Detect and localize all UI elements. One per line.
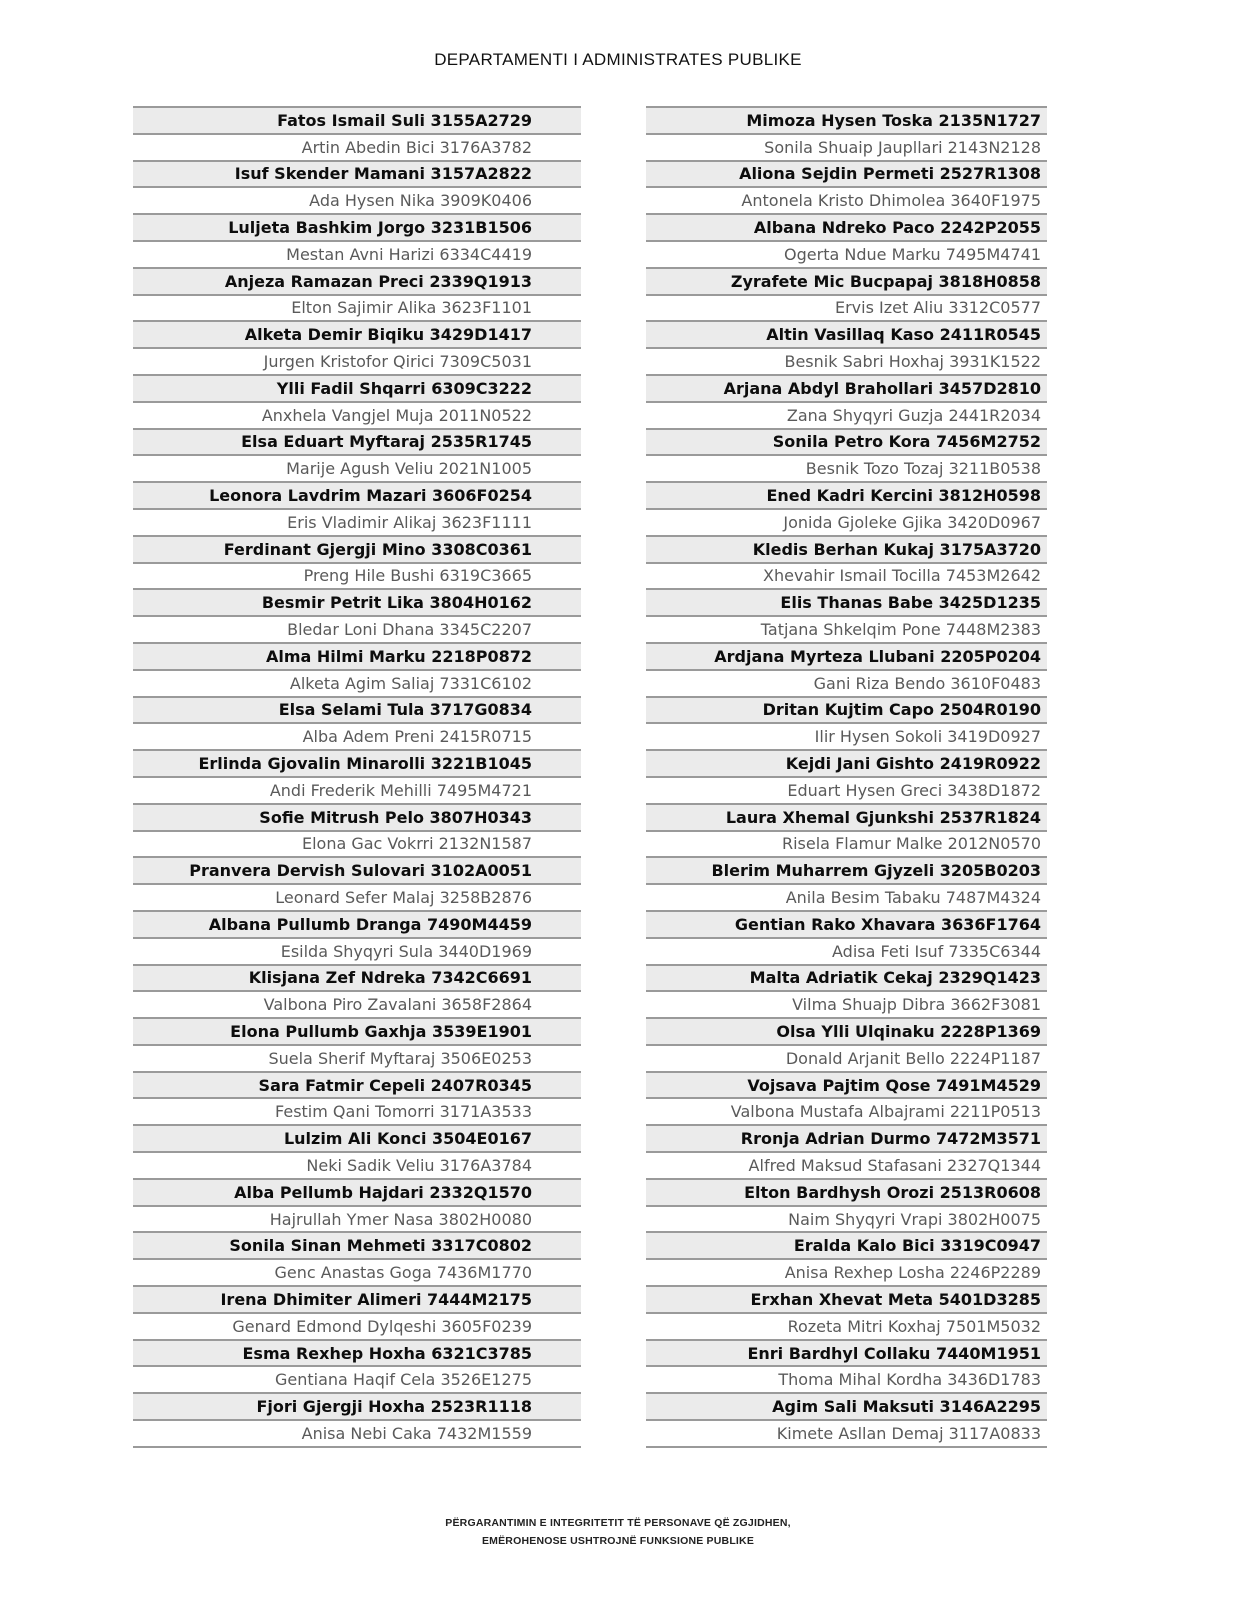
list-item: Sonila Sinan Mehmeti 3317C0802 — [133, 1233, 581, 1260]
list-item: Luljeta Bashkim Jorgo 3231B1506 — [133, 215, 581, 242]
list-item: Aliona Sejdin Permeti 2527R1308 — [646, 162, 1047, 189]
list-item: Artin Abedin Bici 3176A3782 — [133, 135, 581, 162]
list-item: Gani Riza Bendo 3610F0483 — [646, 671, 1047, 698]
list-item: Isuf Skender Mamani 3157A2822 — [133, 162, 581, 189]
list-item: Ada Hysen Nika 3909K0406 — [133, 188, 581, 215]
list-item: Suela Sherif Myftaraj 3506E0253 — [133, 1046, 581, 1073]
list-item: Risela Flamur Malke 2012N0570 — [646, 832, 1047, 859]
list-item: Dritan Kujtim Capo 2504R0190 — [646, 698, 1047, 725]
list-item: Sonila Petro Kora 7456M2752 — [646, 430, 1047, 457]
list-item: Elis Thanas Babe 3425D1235 — [646, 590, 1047, 617]
list-item: Jonida Gjoleke Gjika 3420D0967 — [646, 510, 1047, 537]
list-item: Festim Qani Tomorri 3171A3533 — [133, 1099, 581, 1126]
list-item: Fjori Gjergji Hoxha 2523R1118 — [133, 1394, 581, 1421]
list-item: Esilda Shyqyri Sula 3440D1969 — [133, 939, 581, 966]
list-item: Rozeta Mitri Koxhaj 7501M5032 — [646, 1314, 1047, 1341]
list-item: Anila Besim Tabaku 7487M4324 — [646, 885, 1047, 912]
list-item: Agim Sali Maksuti 3146A2295 — [646, 1394, 1047, 1421]
list-item: Sonila Shuaip Jaupllari 2143N2128 — [646, 135, 1047, 162]
list-item: Pranvera Dervish Sulovari 3102A0051 — [133, 858, 581, 885]
list-item: Antonela Kristo Dhimolea 3640F1975 — [646, 188, 1047, 215]
list-item: Preng Hile Bushi 6319C3665 — [133, 564, 581, 591]
list-item: Leonard Sefer Malaj 3258B2876 — [133, 885, 581, 912]
list-item: Elsa Selami Tula 3717G0834 — [133, 698, 581, 725]
list-item: Irena Dhimiter Alimeri 7444M2175 — [133, 1287, 581, 1314]
list-item: Anxhela Vangjel Muja 2011N0522 — [133, 403, 581, 430]
list-item: Alfred Maksud Stafasani 2327Q1344 — [646, 1153, 1047, 1180]
list-item: Elton Bardhysh Orozi 2513R0608 — [646, 1180, 1047, 1207]
list-item: Vojsava Pajtim Qose 7491M4529 — [646, 1073, 1047, 1100]
list-item: Kimete Asllan Demaj 3117A0833 — [646, 1421, 1047, 1448]
list-item: Eralda Kalo Bici 3319C0947 — [646, 1233, 1047, 1260]
list-item: Alba Pellumb Hajdari 2332Q1570 — [133, 1180, 581, 1207]
footer-line-2: EMËROHENOSE USHTROJNË FUNKSIONE PUBLIKE — [481, 1535, 755, 1547]
list-item: Anisa Rexhep Losha 2246P2289 — [646, 1260, 1047, 1287]
list-item: Mimoza Hysen Toska 2135N1727 — [646, 108, 1047, 135]
list-item: Elona Gac Vokrri 2132N1587 — [133, 832, 581, 859]
list-item: Fatos Ismail Suli 3155A2729 — [133, 108, 581, 135]
list-item: Ylli Fadil Shqarri 6309C3222 — [133, 376, 581, 403]
list-item: Tatjana Shkelqim Pone 7448M2383 — [646, 617, 1047, 644]
list-item: Arjana Abdyl Brahollari 3457D2810 — [646, 376, 1047, 403]
list-item: Malta Adriatik Cekaj 2329Q1423 — [646, 966, 1047, 993]
list-item: Kejdi Jani Gishto 2419R0922 — [646, 751, 1047, 778]
list-item: Albana Pullumb Dranga 7490M4459 — [133, 912, 581, 939]
list-item: Ervis Izet Aliu 3312C0577 — [646, 296, 1047, 323]
list-item: Mestan Avni Harizi 6334C4419 — [133, 242, 581, 269]
list-item: Genard Edmond Dylqeshi 3605F0239 — [133, 1314, 581, 1341]
list-item: Esma Rexhep Hoxha 6321C3785 — [133, 1341, 581, 1368]
list-item: Bledar Loni Dhana 3345C2207 — [133, 617, 581, 644]
list-item: Vilma Shuajp Dibra 3662F3081 — [646, 992, 1047, 1019]
list-item: Jurgen Kristofor Qirici 7309C5031 — [133, 349, 581, 376]
list-item: Xhevahir Ismail Tocilla 7453M2642 — [646, 564, 1047, 591]
list-item: Anisa Nebi Caka 7432M1559 — [133, 1421, 581, 1448]
list-item: Alba Adem Preni 2415R0715 — [133, 724, 581, 751]
list-item: Besmir Petrit Lika 3804H0162 — [133, 590, 581, 617]
list-item: Erxhan Xhevat Meta 5401D3285 — [646, 1287, 1047, 1314]
list-item: Sara Fatmir Cepeli 2407R0345 — [133, 1073, 581, 1100]
list-item: Elsa Eduart Myftaraj 2535R1745 — [133, 430, 581, 457]
list-item: Gentian Rako Xhavara 3636F1764 — [646, 912, 1047, 939]
list-item: Valbona Piro Zavalani 3658F2864 — [133, 992, 581, 1019]
list-item: Valbona Mustafa Albajrami 2211P0513 — [646, 1099, 1047, 1126]
list-item: Alketa Agim Saliaj 7331C6102 — [133, 671, 581, 698]
list-item: Albana Ndreko Paco 2242P2055 — [646, 215, 1047, 242]
list-item: Anjeza Ramazan Preci 2339Q1913 — [133, 269, 581, 296]
list-item: Erlinda Gjovalin Minarolli 3221B1045 — [133, 751, 581, 778]
list-item: Eris Vladimir Alikaj 3623F1111 — [133, 510, 581, 537]
footer-line-1: PËRGARANTIMIN E INTEGRITETIT TË PERSONAVE QË ZGJIDHEN, — [445, 1517, 791, 1529]
list-item: Leonora Lavdrim Mazari 3606F0254 — [133, 483, 581, 510]
list-item: Donald Arjanit Bello 2224P1187 — [646, 1046, 1047, 1073]
list-item: Elton Sajimir Alika 3623F1101 — [133, 296, 581, 323]
right-name-list — [646, 106, 1047, 1448]
list-item: Eduart Hysen Greci 3438D1872 — [646, 778, 1047, 805]
list-item: Zyrafete Mic Bucpapaj 3818H0858 — [646, 269, 1047, 296]
list-item: Elona Pullumb Gaxhja 3539E1901 — [133, 1019, 581, 1046]
page-title: DEPARTAMENTI I ADMINISTRATES PUBLIKE — [434, 50, 802, 69]
list-item: Ilir Hysen Sokoli 3419D0927 — [646, 724, 1047, 751]
list-item: Lulzim Ali Konci 3504E0167 — [133, 1126, 581, 1153]
list-item: Blerim Muharrem Gjyzeli 3205B0203 — [646, 858, 1047, 885]
list-item: Alma Hilmi Marku 2218P0872 — [133, 644, 581, 671]
list-item: Alketa Demir Biqiku 3429D1417 — [133, 322, 581, 349]
list-item: Neki Sadik Veliu 3176A3784 — [133, 1153, 581, 1180]
list-item: Zana Shyqyri Guzja 2441R2034 — [646, 403, 1047, 430]
list-item: Ened Kadri Kercini 3812H0598 — [646, 483, 1047, 510]
list-item: Enri Bardhyl Collaku 7440M1951 — [646, 1341, 1047, 1368]
list-item: Kledis Berhan Kukaj 3175A3720 — [646, 537, 1047, 564]
list-item: Adisa Feti Isuf 7335C6344 — [646, 939, 1047, 966]
list-item: Andi Frederik Mehilli 7495M4721 — [133, 778, 581, 805]
list-item: Thoma Mihal Kordha 3436D1783 — [646, 1367, 1047, 1394]
list-item: Rronja Adrian Durmo 7472M3571 — [646, 1126, 1047, 1153]
list-item: Besnik Tozo Tozaj 3211B0538 — [646, 456, 1047, 483]
list-item: Ferdinant Gjergji Mino 3308C0361 — [133, 537, 581, 564]
list-item: Besnik Sabri Hoxhaj 3931K1522 — [646, 349, 1047, 376]
page-footer — [0, 1514, 1236, 1550]
left-name-list — [133, 106, 581, 1448]
list-item: Altin Vasillaq Kaso 2411R0545 — [646, 322, 1047, 349]
list-item: Naim Shyqyri Vrapi 3802H0075 — [646, 1207, 1047, 1234]
list-item: Klisjana Zef Ndreka 7342C6691 — [133, 966, 581, 993]
list-item: Ogerta Ndue Marku 7495M4741 — [646, 242, 1047, 269]
list-item: Genc Anastas Goga 7436M1770 — [133, 1260, 581, 1287]
list-item: Hajrullah Ymer Nasa 3802H0080 — [133, 1207, 581, 1234]
list-item: Olsa Ylli Ulqinaku 2228P1369 — [646, 1019, 1047, 1046]
list-item: Laura Xhemal Gjunkshi 2537R1824 — [646, 805, 1047, 832]
list-item: Gentiana Haqif Cela 3526E1275 — [133, 1367, 581, 1394]
list-item: Sofie Mitrush Pelo 3807H0343 — [133, 805, 581, 832]
list-item: Marije Agush Veliu 2021N1005 — [133, 456, 581, 483]
list-item: Ardjana Myrteza Llubani 2205P0204 — [646, 644, 1047, 671]
